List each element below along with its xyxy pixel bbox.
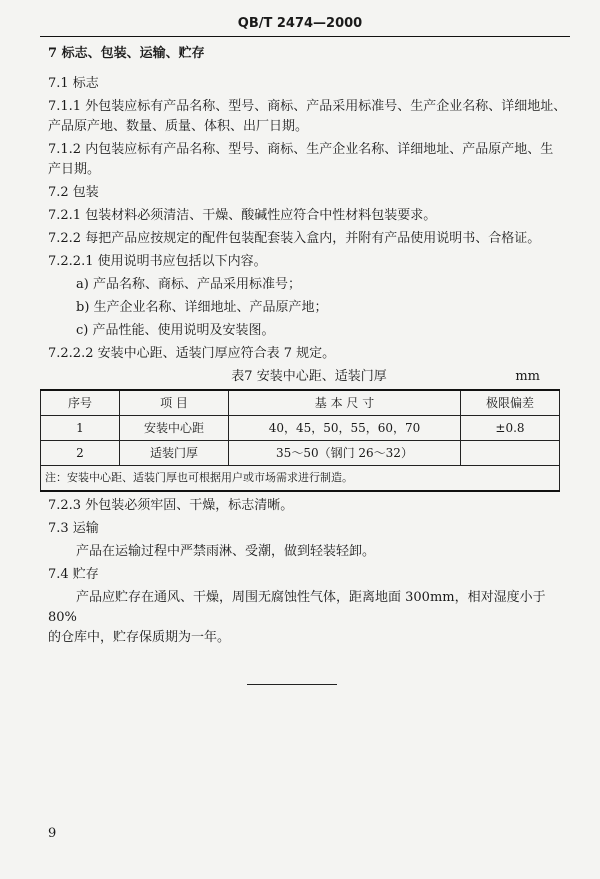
end-of-text-rule [247, 684, 337, 685]
clause-7-1-1-line2: 产品原产地、数量、质量、体积、出厂日期。 [48, 119, 309, 134]
clause-7-1-1 [48, 97, 570, 137]
document-body [45, 44, 570, 651]
section-7-4-text-line1: 产品应贮存在通风、干燥，周围无腐蚀性气体，距离地面 300mm，相对湿度小于 80% [48, 590, 546, 625]
clause-7-2-2-1: 7.2.2.1 使用说明书应包括以下内容。 [48, 254, 267, 269]
clause-7-2-2-2: 7.2.2.2 安装中心距、适装门厚应符合表 7 规定。 [48, 346, 336, 361]
table-cell: 40，45，50，55，60，70 [229, 416, 461, 441]
section-7-4-text-line2: 的仓库中，贮存保质期为一年。 [48, 630, 231, 645]
list-item-c: c) 产品性能、使用说明及安装图。 [76, 323, 275, 338]
section-7-3-heading: 7.3 运输 [48, 521, 99, 536]
table-row [41, 416, 560, 441]
clause-7-2-2: 7.2.2 每把产品应按规定的配件包装配套装入盒内，并附有产品使用说明书、合格证。 [48, 231, 541, 246]
clause-7-1-2-line2: 产日期。 [48, 162, 101, 177]
table-7 [40, 389, 560, 492]
table-note-row [41, 466, 560, 492]
section-7-4-heading: 7.4 贮存 [48, 567, 99, 582]
section-7-3-text: 产品在运输过程中严禁雨淋、受潮，做到轻装轻卸。 [76, 544, 376, 559]
table-note: 注：安装中心距、适装门厚也可根据用户或市场需求进行制造。 [41, 466, 560, 492]
table-row [41, 441, 560, 466]
section-7-title: 7 标志、包装、运输、贮存 [48, 46, 205, 61]
clause-7-2-1: 7.2.1 包装材料必须清洁、干燥、酸碱性应符合中性材料包装要求。 [48, 208, 437, 223]
table-cell: 1 [41, 416, 120, 441]
page-number: 9 [48, 826, 57, 841]
col-header-size: 基 本 尺 寸 [229, 390, 461, 416]
section-7-1-heading: 7.1 标志 [48, 76, 99, 91]
clause-7-1-2 [48, 140, 570, 180]
list-item-b: b) 生产企业名称、详细地址、产品原产地； [76, 300, 328, 315]
clause-7-1-1-line1: 7.1.1 外包装应标有产品名称、型号、商标、产品采用标准号、生产企业名称、详细地址、 [48, 99, 567, 114]
table-7-caption: 表7 安装中心距、适装门厚 [231, 369, 387, 384]
table-cell: 适装门厚 [120, 441, 229, 466]
table-cell: 安装中心距 [120, 416, 229, 441]
clause-7-1-2-line1: 7.1.2 内包装应标有产品名称、型号、商标、生产企业名称、详细地址、产品原产地、生 [48, 142, 554, 157]
section-7-2-heading: 7.2 包装 [48, 185, 99, 200]
table-cell: 2 [41, 441, 120, 466]
table-cell: 35～50（钢门 26～32） [229, 441, 461, 466]
clause-7-2-3: 7.2.3 外包装必须牢固、干燥，标志清晰。 [48, 498, 294, 513]
table-7-unit: mm [515, 369, 540, 384]
col-header-tolerance: 极限偏差 [461, 390, 560, 416]
list-item-a: a) 产品名称、商标、产品采用标准号； [76, 277, 301, 292]
table-cell [461, 441, 560, 466]
table-cell: ±0.8 [461, 416, 560, 441]
table-header-row [41, 390, 560, 416]
standard-number-header: QB/T 2474—2000 [237, 16, 363, 31]
col-header-item: 项 目 [120, 390, 229, 416]
col-header-no: 序号 [41, 390, 120, 416]
header-rule [40, 36, 570, 37]
table-7-caption-row [48, 367, 570, 387]
section-7-4-text [48, 588, 570, 648]
